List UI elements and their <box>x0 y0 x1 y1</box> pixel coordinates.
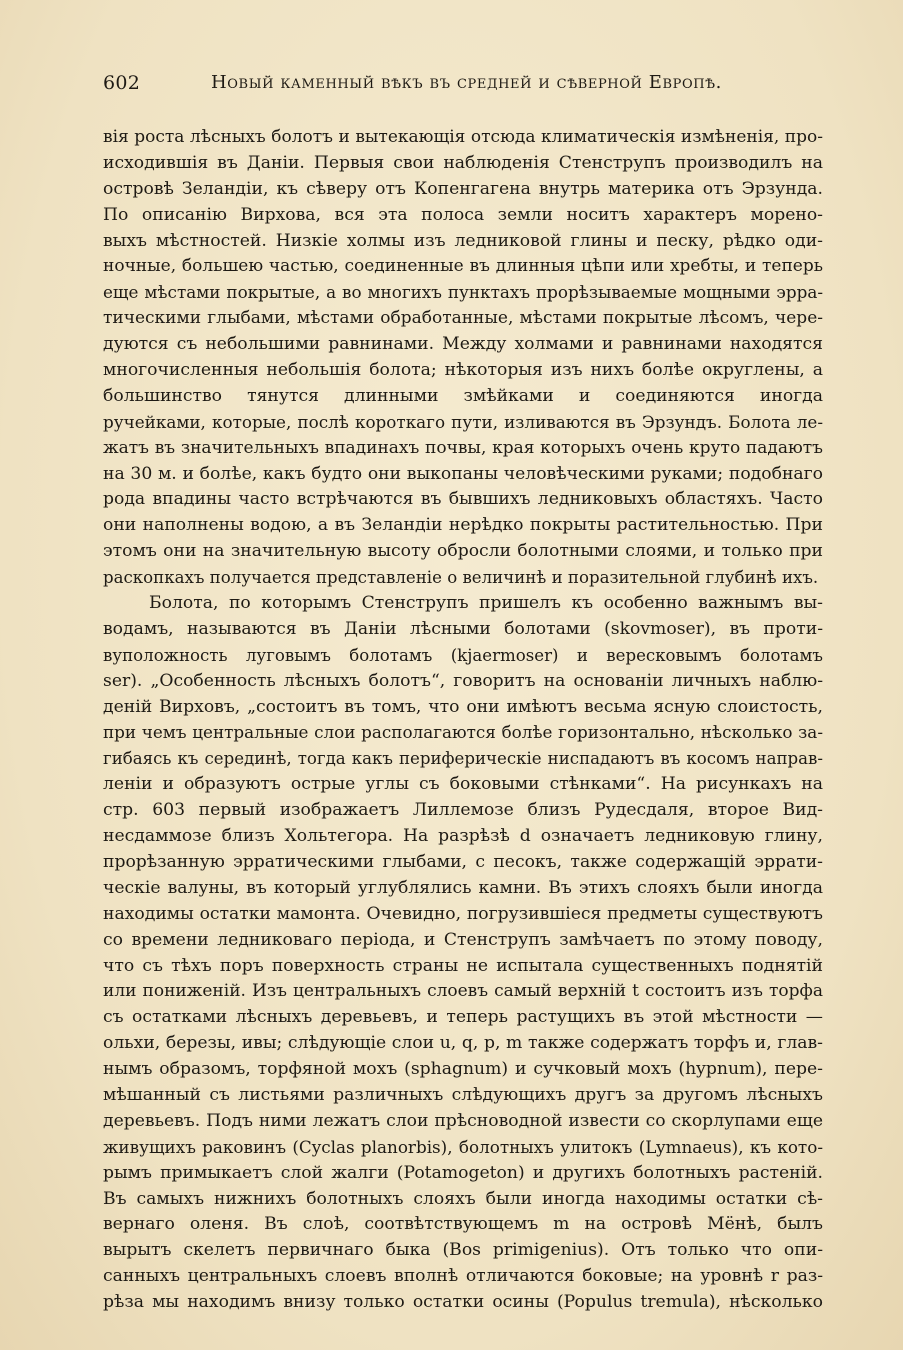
text-line: дуются съ небольшими равнинами. Между холмами и равнинами находятся <box>103 334 823 355</box>
text-line: что съ тѣхъ поръ поверхность страны не испытала существенныхъ поднятій <box>103 955 823 976</box>
text-line: несдаммозе близъ Хольтегора. На разрѣзѣ d означаетъ ледниковую глину, <box>103 826 823 847</box>
text-line: Въ самыхъ нижнихъ болотныхъ слояхъ были иногда находимы остатки сѣ- <box>103 1188 823 1209</box>
text-line: деревьевъ. Подъ ними лежатъ слои прѣсноводной извести со скорлупами еще <box>103 1110 823 1131</box>
running-title: Новый каменный вѣкъ въ средней и сѣверной Европѣ. <box>211 72 723 93</box>
text-line: рода впадины часто встрѣчаются въ бывшихъ ледниковыхъ областяхъ. Часто <box>103 489 823 510</box>
text-line: выхъ мѣстностей. Низкіе холмы изъ ледниковой глины и песку, рѣдко оди- <box>103 230 823 251</box>
text-line: гибаясь къ серединѣ, тогда какъ периферическіе ниспадаютъ въ косомъ направ- <box>103 749 823 769</box>
text-line: ser). „Особенность лѣсныхъ болотъ“, говоритъ на основаніи личныхъ наблю- <box>103 670 823 691</box>
text-line: или пониженій. Изъ центральныхъ слоевъ самый верхній t состоитъ изъ торфа <box>103 981 823 1002</box>
text-line: вуположность луговымъ болотамъ (kjaermoser) и вересковымъ болотамъ <box>103 645 823 665</box>
page-number: 602 <box>103 72 141 94</box>
text-line: тическими глыбами, мѣстами обработанные, мѣстами покрытые лѣсомъ, чере- <box>103 308 823 329</box>
text-line: деній Вирховъ, „состоитъ въ томъ, что они имѣютъ весьма ясную слоистость, <box>103 696 823 717</box>
text-line: островѣ Зеландіи, къ сѣверу отъ Копенгагена внутрь материка отъ Эрзунда. <box>103 178 823 199</box>
text-line: вырытъ скелетъ первичнаго быка (Bos primigenius). Отъ только что опи- <box>103 1240 823 1261</box>
text-line: мѣшанный съ листьями различныхъ слѣдующихъ другъ за другомъ лѣсныхъ <box>103 1084 823 1105</box>
text-line: вернаго оленя. Въ слоѣ, соотвѣтствующемъ m на островѣ Мёнѣ, былъ <box>103 1214 823 1235</box>
text-line: стр. 603 первый изображаетъ Лиллемозе близъ Рудесдаля, второе Вид- <box>103 800 823 821</box>
text-line: живущихъ раковинъ (Cyclas planorbis), болотныхъ улитокъ (Lymnaeus), къ кото- <box>103 1136 823 1157</box>
text-line: ческіе валуны, въ который углублялись камни. Въ этихъ слояхъ были иногда <box>103 877 823 898</box>
text-line: прорѣзанную эрратическими глыбами, c песокъ, также содержащій эррати- <box>103 851 823 872</box>
text-line: многочисленныя небольшія болота; нѣкоторыя изъ нихъ болѣе округлены, а <box>103 360 823 381</box>
text-line: По описанію Вирхова, вся эта полоса земли носитъ характеръ морено- <box>103 204 823 225</box>
text-line-paragraph-end: раскопкахъ получается представленіе о величинѣ и поразительной глубинѣ ихъ. <box>103 568 819 588</box>
text-line: вія роста лѣсныхъ болотъ и вытекающія отсюда климатическія измѣненія, про- <box>103 127 823 147</box>
text-line: большинство тянутся длинными змѣйками и соединяются иногда <box>103 385 823 406</box>
text-line: рѣза мы находимъ внизу только остатки осины (Populus tremula), нѣсколько <box>103 1292 823 1313</box>
text-line: этомъ они на значительную высоту обросли болотными слоями, и только при <box>103 541 823 562</box>
text-line: санныхъ центральныхъ слоевъ вполнѣ отличаются боковые; на уровнѣ r раз- <box>103 1266 823 1287</box>
text-line: со времени ледниковаго періода, и Стенструпъ замѣчаетъ по этому поводу, <box>103 929 823 950</box>
text-line: жатъ въ значительныхъ впадинахъ почвы, края которыхъ очень круто падаютъ <box>103 437 823 458</box>
text-line: ручейками, которые, послѣ короткаго пути, изливаются въ Эрзундъ. Болота ле- <box>103 411 823 432</box>
text-line: водамъ, называются въ Даніи лѣсными болотами (skovmoser), въ проти- <box>103 618 823 639</box>
text-line: исходившія въ Даніи. Первыя свои наблюденія Стенструпъ производилъ на <box>103 152 823 173</box>
text-line: нымъ образомъ, торфяной мохъ (sphagnum) и сучковый мохъ (hypnum), пере- <box>103 1059 823 1080</box>
text-line: рымъ примыкаетъ слой жалги (Potamogeton) и другихъ болотныхъ растеній. <box>103 1162 823 1183</box>
page-header <box>103 72 823 100</box>
text-line: съ остатками лѣсныхъ деревьевъ, и теперь растущихъ въ этой мѣстности — <box>103 1007 823 1028</box>
text-line: они наполнены водою, а въ Зеландіи нерѣдко покрыты растительностью. При <box>103 515 823 536</box>
text-line: находимы остатки мамонта. Очевидно, погрузившіеся предметы существуютъ <box>103 903 823 924</box>
text-line: ольхи, березы, ивы; слѣдующіе слои u, q, p, m также содержатъ торфъ и, глав- <box>103 1033 823 1054</box>
text-line: еще мѣстами покрытые, а во многихъ пунктахъ прорѣзываемые мощными эрра- <box>103 282 823 303</box>
body-text <box>103 125 823 1316</box>
text-line-paragraph-start: Болота, по которымъ Стенструпъ пришелъ къ особенно важнымъ вы- <box>149 593 823 614</box>
text-line: ночные, большею частью, соединенные въ длинныя цѣпи или хребты, и теперь <box>103 256 823 277</box>
text-line: на 30 м. и болѣе, какъ будто они выкопаны человѣческими руками; подобнаго <box>103 463 823 484</box>
text-line: леніи и образуютъ острые углы съ боковыми стѣнками“. На рисункахъ на <box>103 774 823 795</box>
text-line: при чемъ центральные слои располагаются болѣе горизонтально, нѣсколько за- <box>103 722 823 743</box>
